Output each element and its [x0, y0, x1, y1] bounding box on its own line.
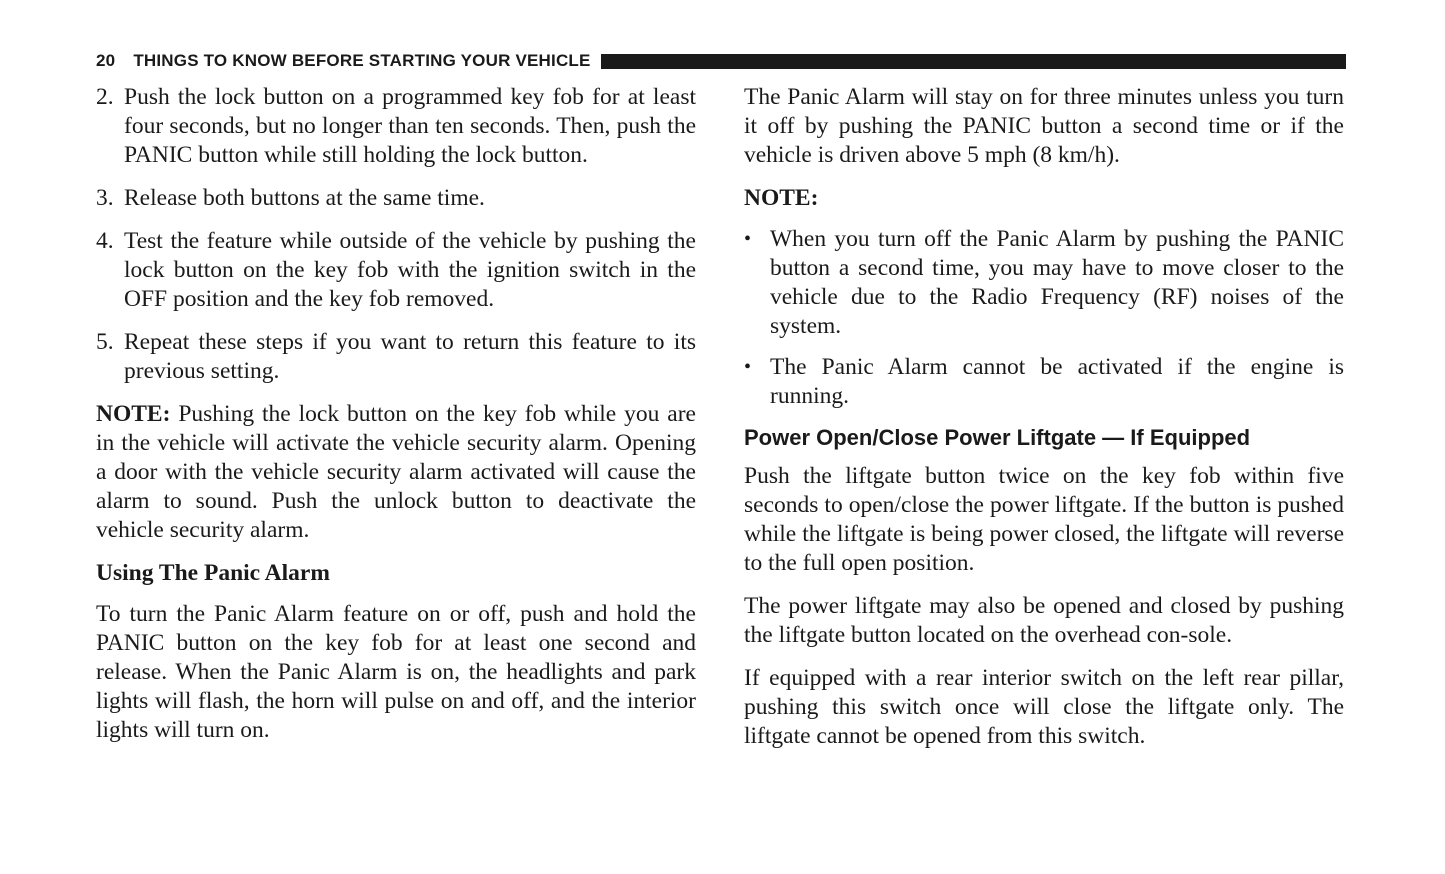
panic-alarm-paragraph: To turn the Panic Alarm feature on or off, push and hold the PANIC button on the key fob for at least one second and release. When the Panic Alarm is on, the headlights and park lights will flash, the horn will pulse on and off, and the interior lights will turn on.	[96, 601, 696, 743]
step-number: 5.	[96, 329, 114, 355]
step-item	[96, 83, 696, 170]
panic-alarm-heading: Using The Panic Alarm	[96, 560, 330, 586]
note-text: Pushing the lock button on the key fob while you are in the vehicle will activate the vehicle security alarm. Opening a door with the vehicle security alarm activated will cause the alarm to sound. Push the unlock button to deactivate the vehicle security alarm.	[96, 401, 696, 543]
step-item	[96, 184, 696, 213]
bullet-item	[744, 353, 1344, 411]
left-column	[96, 83, 696, 759]
bullet-text: When you turn off the Panic Alarm by pushing the PANIC button a second time, you may have to move closer to the vehicle due to the Radio Frequency (RF) noises of the system.	[770, 226, 1344, 339]
note-paragraph	[96, 400, 696, 545]
liftgate-paragraph: If equipped with a rear interior switch on the left rear pillar, pushing this switch once will close the liftgate only. The liftgate cannot be opened from this switch.	[744, 665, 1344, 749]
step-text: Test the feature while outside of the vehicle by pushing the lock button on the key fob with the ignition switch in the OFF position and the key fob removed.	[124, 228, 696, 312]
bullet-icon: •	[744, 356, 752, 378]
step-number: 2.	[96, 84, 114, 110]
step-text: Release both buttons at the same time.	[124, 185, 485, 211]
step-item	[96, 227, 696, 314]
bullet-text: The Panic Alarm cannot be activated if the engine is running.	[770, 354, 1344, 409]
step-item	[96, 328, 696, 386]
step-number: 3.	[96, 185, 114, 211]
page-number: 20	[96, 51, 116, 70]
liftgate-heading: Power Open/Close Power Liftgate — If Equipped	[744, 425, 1251, 450]
step-number: 4.	[96, 228, 114, 254]
right-column	[744, 83, 1344, 765]
liftgate-paragraph: Push the liftgate button twice on the key fob within five seconds to open/close the power liftgate. If the button is pushed while the liftgate is being power closed, the liftgate will reverse to the full open position.	[744, 463, 1344, 576]
bullet-icon: •	[744, 228, 752, 250]
header-rule	[601, 54, 1346, 69]
bullet-item	[744, 225, 1344, 341]
liftgate-paragraph: The power liftgate may also be opened and closed by pushing the liftgate button located on the overhead con-sole.	[744, 593, 1344, 648]
note-label: NOTE:	[744, 185, 819, 211]
section-title: THINGS TO KNOW BEFORE STARTING YOUR VEHICLE	[133, 51, 591, 70]
page-header	[96, 50, 1346, 72]
step-text: Push the lock button on a programmed key fob for at least four seconds, but no longer than ten seconds. Then, push the PANIC button while still holding the lock button.	[124, 84, 696, 168]
step-text: Repeat these steps if you want to return this feature to its previous setting.	[124, 329, 696, 384]
panic-duration-paragraph: The Panic Alarm will stay on for three minutes unless you turn it off by pushing the PANIC button a second time or if the vehicle is driven above 5 mph (8 km/h).	[744, 84, 1344, 168]
note-label: NOTE:	[96, 401, 171, 427]
